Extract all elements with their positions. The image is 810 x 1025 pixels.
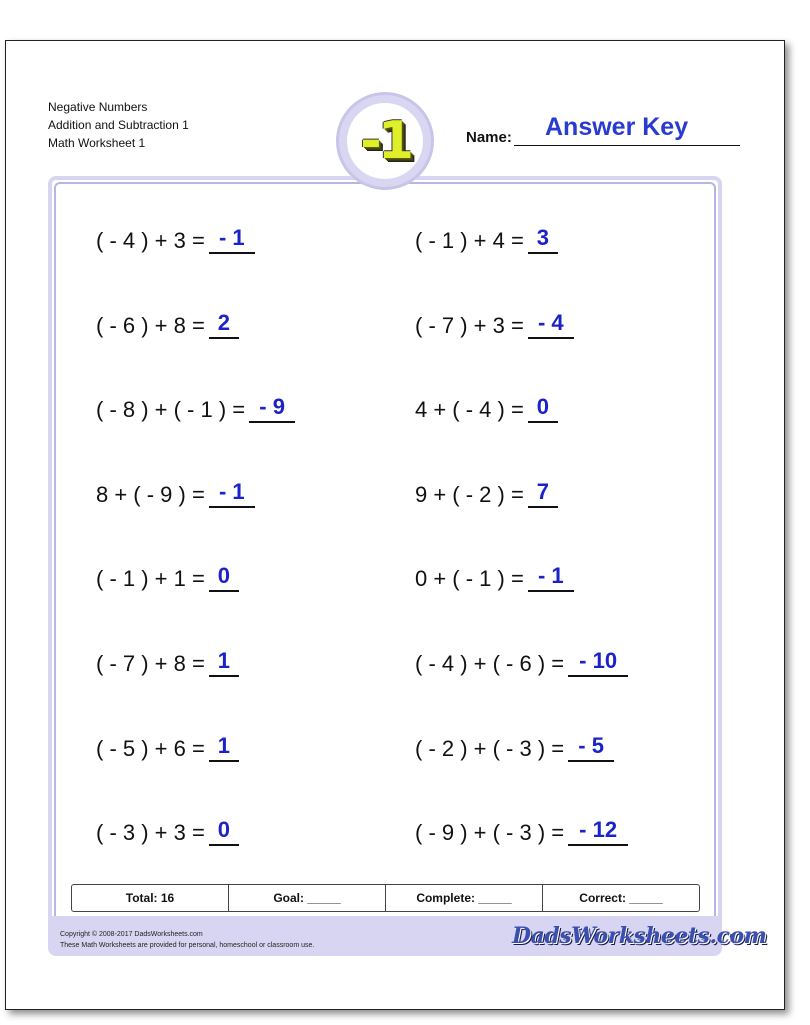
problem-expression: ( - 4 ) + 3 = — [96, 228, 205, 253]
answer-blank — [528, 224, 558, 254]
answer-value: 0 — [536, 394, 549, 420]
answer-blank — [528, 478, 558, 508]
answer-value: 0 — [217, 563, 230, 589]
problem-item — [415, 562, 574, 592]
score-bar — [71, 884, 700, 912]
worksheet-badge — [336, 92, 434, 190]
answer-blank — [528, 393, 558, 423]
problem-expression: 9 + ( - 2 ) = — [415, 481, 524, 507]
worksheet-title — [48, 98, 189, 152]
problem-expression: ( - 9 ) + ( - 3 ) = — [415, 820, 565, 846]
problem-item — [96, 647, 239, 677]
problem-item — [96, 478, 255, 508]
problem-item — [96, 732, 239, 762]
name-line — [514, 145, 740, 146]
problem-item — [415, 647, 628, 677]
answer-blank — [568, 732, 614, 762]
answer-value: 7 — [536, 478, 549, 504]
answer-blank — [209, 647, 239, 677]
answer-value: - 1 — [218, 225, 245, 250]
problem-item — [96, 393, 295, 423]
answer-value: - 4 — [537, 309, 564, 335]
answer-value: - 1 — [537, 563, 564, 589]
answer-value: 2 — [217, 309, 230, 335]
answer-blank — [249, 393, 295, 423]
problem-item — [415, 478, 558, 508]
answer-value: 1 — [217, 648, 230, 673]
problem-item — [415, 393, 558, 423]
problem-expression: 8 + ( - 9 ) = — [96, 481, 205, 507]
goal-field: Goal: _____ — [229, 885, 386, 911]
problem-item — [415, 816, 628, 846]
problem-expression: ( - 7 ) + 8 = — [96, 651, 205, 676]
problem-expression: ( - 5 ) + 6 = — [96, 735, 205, 761]
usage-note: These Math Worksheets are provided for personal, homeschool or classroom use. — [60, 942, 315, 949]
copyright-block — [60, 929, 314, 951]
title-line-3: Math Worksheet 1 — [48, 136, 146, 150]
answer-blank — [528, 309, 574, 339]
title-line-2: Addition and Subtraction 1 — [48, 118, 189, 132]
answer-value: - 1 — [218, 478, 245, 504]
problem-item — [96, 309, 239, 339]
title-line-1: Negative Numbers — [48, 100, 148, 114]
problem-expression: 0 + ( - 1 ) = — [415, 566, 524, 592]
problem-expression: ( - 1 ) + 1 = — [96, 566, 205, 592]
answer-value: - 10 — [579, 648, 618, 673]
copyright-text: Copyright © 2008-2017 DadsWorksheets.com — [60, 931, 203, 938]
total-count: Total: 16 — [72, 885, 229, 911]
correct-field: Correct: _____ — [579, 891, 663, 905]
problem-expression: ( - 8 ) + ( - 1 ) = — [96, 397, 246, 423]
problem-expression: 4 + ( - 4 ) = — [415, 397, 524, 423]
answer-blank — [568, 647, 628, 677]
answer-value: - 12 — [579, 817, 618, 843]
problem-item — [96, 562, 239, 592]
answer-key-text: Answer Key — [545, 113, 689, 141]
problem-item — [415, 732, 614, 762]
problem-expression: ( - 3 ) + 3 = — [96, 820, 205, 846]
complete-field: Complete: _____ — [386, 885, 543, 911]
answer-blank — [209, 562, 239, 592]
answer-value: 3 — [536, 225, 549, 250]
answer-value: 0 — [217, 817, 230, 843]
answer-blank — [209, 224, 255, 254]
problem-expression: ( - 1 ) + 4 = — [415, 228, 524, 253]
answer-value: - 5 — [578, 732, 604, 758]
problem-item — [96, 224, 255, 254]
problem-expression: ( - 4 ) + ( - 6 ) = — [415, 651, 565, 676]
answer-blank — [209, 478, 255, 508]
answer-blank — [209, 732, 239, 762]
answer-blank — [209, 309, 239, 339]
problem-expression: ( - 2 ) + ( - 3 ) = — [415, 735, 565, 761]
problem-expression: ( - 7 ) + 3 = — [415, 312, 524, 338]
problem-item — [415, 309, 574, 339]
problem-item — [96, 816, 239, 846]
answer-blank — [528, 562, 574, 592]
name-label: Name: — [466, 129, 512, 146]
answer-value: 1 — [217, 732, 230, 758]
dadsworksheets-logo: DadsWorksheets.com — [512, 923, 767, 949]
answer-blank — [209, 816, 239, 846]
answer-value: - 9 — [259, 394, 285, 420]
problem-item — [415, 224, 558, 254]
problem-expression: ( - 6 ) + 8 = — [96, 312, 205, 338]
badge-number: -1 — [360, 111, 410, 171]
answer-blank — [568, 816, 628, 846]
